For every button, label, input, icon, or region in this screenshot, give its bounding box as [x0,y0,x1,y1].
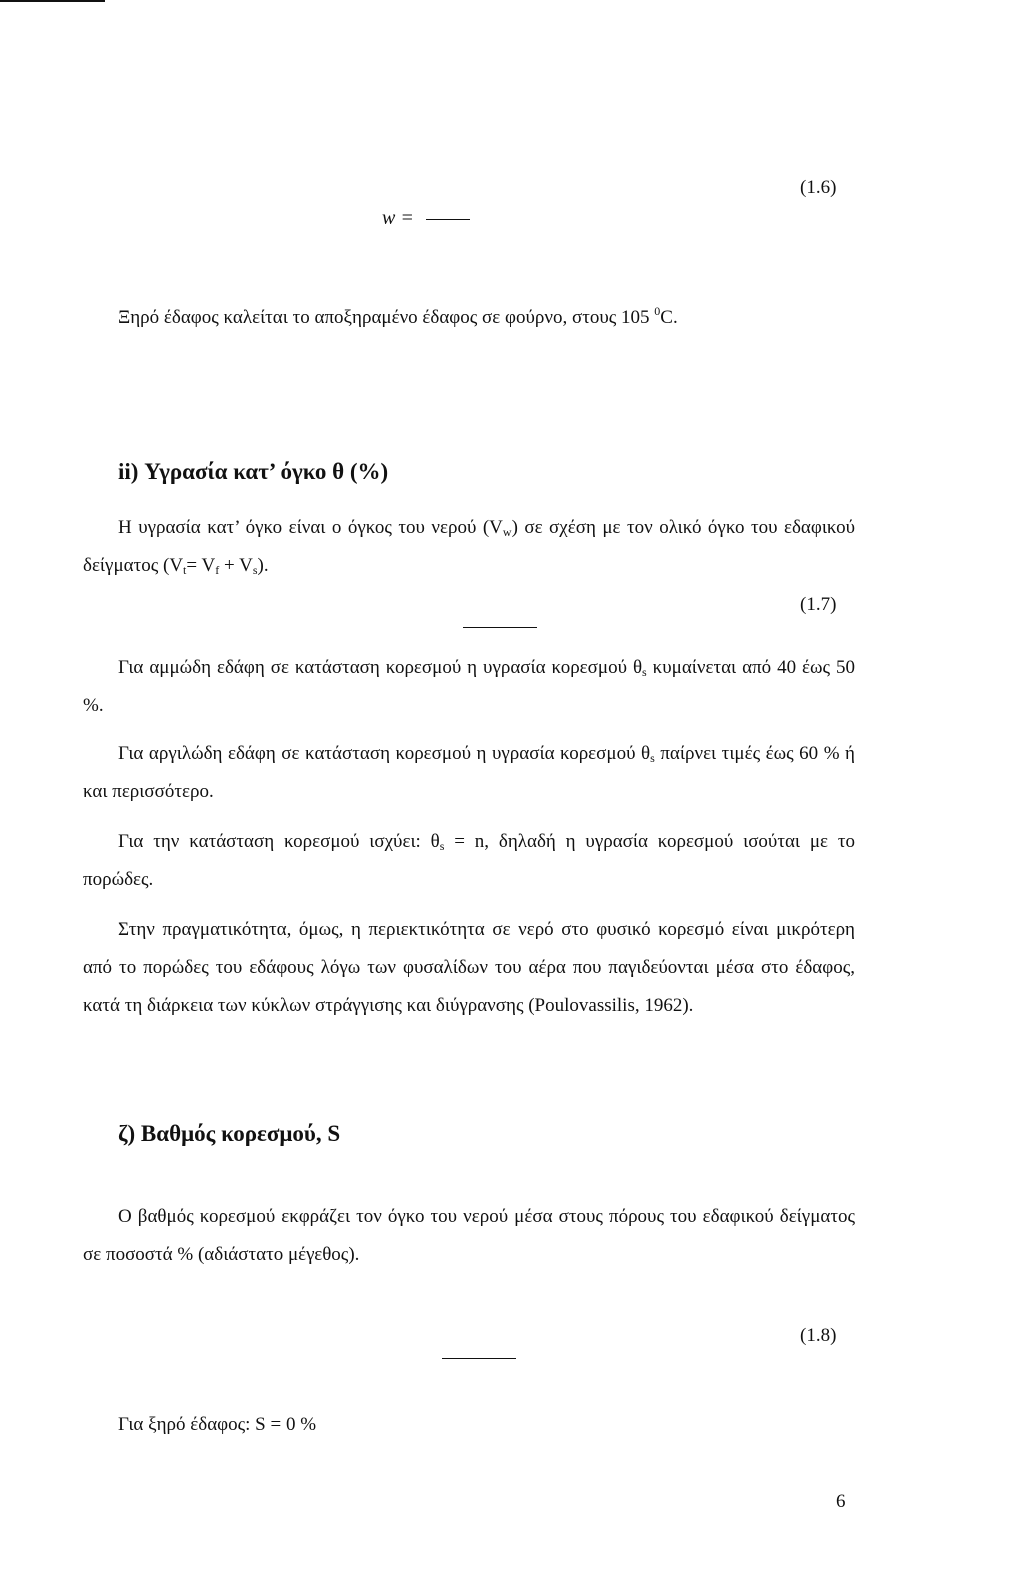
top-edge-mark [0,0,105,2]
paragraph-natural-saturation: Στην πραγματικότητα, όμως, η περιεκτικότητα σε νερό στο φυσικό κορεσμό είναι μικρότερη από το πορώδες του εδάφους λόγω των φυσαλίδων του αέρα που παγιδεύονται μέσα στο έδαφος, κατά τη διάρκεια των κύκλων στράγγισης και διύγρανσης (Poulovassilis, 1962). [83,919,855,1016]
equation-1-8-number: (1.8) [800,1325,837,1346]
dry-soil-saturation: Για ξηρό έδαφος: S = 0 % [118,1414,317,1435]
equation-1-6-fraction-line [426,219,470,220]
paragraph-saturation: Για την κατάσταση κορεσμού ισχύει: $\theta_s = n$, δηλαδή η υγρασία κορεσμού ισούται με το πορώδες. [83,831,855,890]
paragraph-sandy-soils: Για αμμώδη εδάφη σε κατάσταση κορεσμού η υγρασία κορεσμού $\theta_s$ κυμαίνεται από 40 έως 50 %. [83,657,855,716]
equation-1-6-number: (1.6) [800,177,837,198]
dry-soil-definition: Ξηρό έδαφος καλείται το αποξηραμένο έδαφος σε φούρνο, στους 105 $^0$C. [118,304,678,328]
paragraph-clay-soils: Για αργιλώδη εδάφη σε κατάσταση κορεσμού η υγρασία κορεσμού $\theta_s$ παίρνει τιμές έως 60 % ή και περισσότερο. [83,743,855,802]
paragraph-volumetric-moisture: Η υγρασία κατ’ όγκο είναι ο όγκος του νερού $(V_w)$ σε σχέση με τον ολικό όγκο του εδαφικού δείγματος $(V_t= V_f + V_s)$. [83,517,855,577]
section-heading-volumetric-moisture: ii) Υγρασία κατ’ όγκο θ (%) [118,459,389,484]
equation-1-8-fraction-line [442,1358,516,1359]
equation-1-6-lhs: w = [382,207,414,229]
section-heading-degree-of-saturation: ζ) Βαθμός κορεσμού, S [118,1121,341,1146]
page-number: 6 [836,1491,846,1512]
equation-1-7-fraction-line [463,627,537,628]
equation-1-7-number: (1.7) [800,594,837,615]
paragraph-degree-of-saturation: Ο βαθμός κορεσμού εκφράζει τον όγκο του νερού μέσα στους πόρους του εδαφικού δείγματος σε ποσοστά % (αδιάστατο μέγεθος). [83,1206,855,1265]
